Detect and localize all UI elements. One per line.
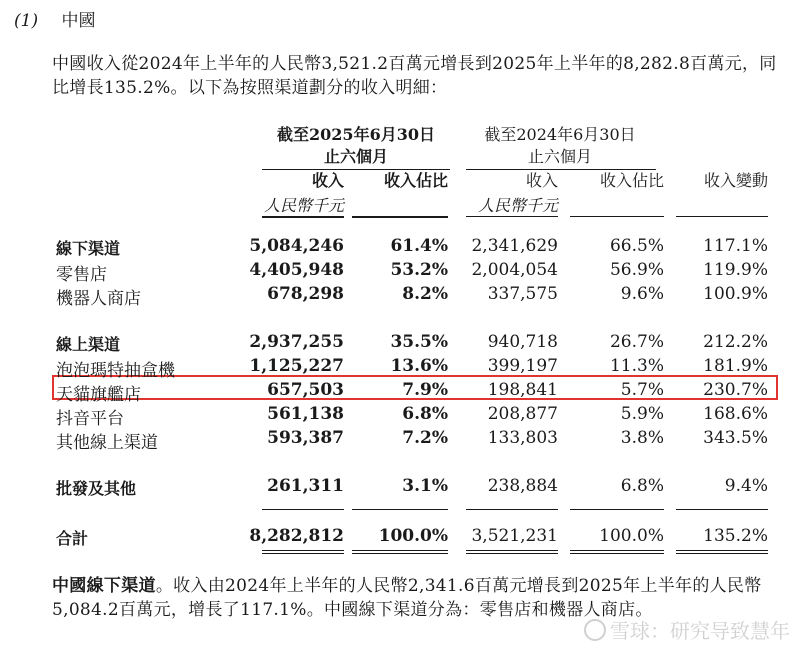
section-heading bbox=[14, 6, 96, 31]
cell-revenue-2024: 399,197 bbox=[487, 356, 558, 376]
cell-revenue-2024: 2,004,054 bbox=[471, 260, 558, 280]
row-label: 零售店 bbox=[56, 265, 107, 285]
cell-share-2025: 53.2% bbox=[390, 260, 448, 280]
intro-paragraph: 中國收入從2024年上半年的人民幣3,521.2百萬元增長到2025年上半年的8,282.8百萬元，同比增長135.2%。以下為按照渠道劃分的收入明細： bbox=[52, 54, 777, 98]
rule-rev2024 bbox=[466, 216, 558, 217]
snowball-logo-icon bbox=[584, 619, 606, 641]
rule-share2024 bbox=[570, 216, 664, 217]
cell-change: 117.1% bbox=[703, 236, 768, 256]
rule-above-total-share2024 bbox=[570, 509, 664, 510]
cell-revenue-2024: 337,575 bbox=[487, 284, 558, 304]
rule-above-total-rev2024 bbox=[466, 509, 558, 510]
cell-change: 9.4% bbox=[724, 476, 768, 496]
period-2024-line1: 截至2024年6月30日 bbox=[484, 125, 636, 144]
outro-text: 。收入由2024年上半年的人民幣2,341.6百萬元增長到2025年上半年的人民幣5,084.2百萬元，增長了117.1%。中國線下渠道分為：零售店和機器人商店。 bbox=[52, 576, 762, 620]
row-label: 合計 bbox=[56, 529, 89, 548]
section-title: 中國 bbox=[61, 11, 96, 31]
cell-change: 343.5% bbox=[703, 428, 768, 448]
cell-revenue-2024: 208,877 bbox=[487, 404, 558, 424]
col-share-2025: 收入佔比 bbox=[383, 171, 448, 190]
cell-revenue-2025: 8,282,812 bbox=[249, 526, 344, 546]
cell-revenue-2024: 198,841 bbox=[487, 380, 558, 400]
cell-change: 100.9% bbox=[703, 284, 768, 304]
cell-revenue-2025: 261,311 bbox=[267, 476, 344, 496]
cell-revenue-2025: 1,125,227 bbox=[249, 356, 344, 376]
rule-change bbox=[676, 216, 768, 217]
cell-share-2024: 11.3% bbox=[609, 356, 664, 376]
outro-lead: 中國線下渠道 bbox=[52, 576, 156, 596]
rule-above-total-change bbox=[676, 509, 768, 510]
total-double-rule-1 bbox=[262, 550, 344, 554]
period-2025-line1: 截至2025年6月30日 bbox=[277, 125, 435, 144]
cell-share-2024: 3.8% bbox=[620, 428, 664, 448]
unit-2025: 人民幣千元 bbox=[263, 196, 344, 215]
cell-revenue-2025: 2,937,255 bbox=[249, 332, 344, 352]
cell-revenue-2024: 2,341,629 bbox=[471, 236, 558, 256]
row-label: 線上渠道 bbox=[56, 335, 121, 354]
period-2025-line2: 止六個月 bbox=[323, 147, 388, 166]
total-double-rule-4 bbox=[570, 550, 664, 554]
cell-share-2025: 8.2% bbox=[402, 284, 448, 304]
row-label: 天貓旗艦店 bbox=[56, 385, 141, 405]
cell-share-2025: 13.6% bbox=[390, 356, 448, 376]
unit-2024: 人民幣千元 bbox=[477, 196, 558, 215]
cell-share-2025: 3.1% bbox=[402, 476, 448, 496]
cell-share-2024: 5.9% bbox=[620, 404, 664, 424]
section-number: (1) bbox=[14, 11, 39, 31]
rule-above-total-share2025 bbox=[352, 509, 448, 510]
col-revenue-2025: 收入 bbox=[311, 171, 344, 190]
row-label: 線下渠道 bbox=[56, 239, 121, 258]
cell-share-2025: 7.9% bbox=[402, 380, 448, 400]
rule-above-total-rev2025 bbox=[262, 509, 344, 510]
row-label: 泡泡瑪特抽盒機 bbox=[56, 361, 175, 381]
row-label: 抖音平台 bbox=[56, 409, 124, 429]
cell-share-2024: 100.0% bbox=[599, 526, 664, 546]
cell-share-2024: 26.7% bbox=[609, 332, 664, 352]
cell-share-2024: 6.8% bbox=[620, 476, 664, 496]
total-double-rule-3 bbox=[466, 550, 558, 554]
cell-revenue-2025: 5,084,246 bbox=[249, 236, 344, 256]
rule-share2025 bbox=[352, 216, 448, 218]
cell-revenue-2025: 593,387 bbox=[267, 428, 344, 448]
cell-change: 168.6% bbox=[703, 404, 768, 424]
cell-revenue-2025: 561,138 bbox=[267, 404, 344, 424]
cell-change: 135.2% bbox=[703, 526, 768, 546]
cell-change: 119.9% bbox=[703, 260, 768, 280]
cell-share-2024: 66.5% bbox=[609, 236, 664, 256]
cell-share-2025: 7.2% bbox=[402, 428, 448, 448]
watermark bbox=[584, 615, 790, 644]
cell-share-2025: 61.4% bbox=[390, 236, 448, 256]
cell-share-2025: 100.0% bbox=[378, 526, 448, 546]
cell-share-2024: 5.7% bbox=[620, 380, 664, 400]
cell-share-2024: 56.9% bbox=[609, 260, 664, 280]
period-2024-line2: 止六個月 bbox=[527, 147, 592, 166]
row-label: 批發及其他 bbox=[56, 479, 137, 498]
cell-revenue-2024: 238,884 bbox=[487, 476, 558, 496]
rule-rev2025 bbox=[262, 216, 344, 218]
col-share-2024: 收入佔比 bbox=[599, 171, 664, 190]
total-double-rule-5 bbox=[676, 550, 768, 554]
total-double-rule-2 bbox=[352, 550, 448, 554]
cell-change: 230.7% bbox=[703, 380, 768, 400]
cell-revenue-2025: 678,298 bbox=[267, 284, 344, 304]
cell-share-2025: 35.5% bbox=[390, 332, 448, 352]
col-revenue-2024: 收入 bbox=[525, 171, 558, 190]
col-change: 收入變動 bbox=[703, 171, 768, 190]
cell-share-2025: 6.8% bbox=[402, 404, 448, 424]
row-label: 機器人商店 bbox=[56, 289, 141, 309]
row-label: 其他線上渠道 bbox=[56, 433, 158, 453]
cell-revenue-2025: 657,503 bbox=[267, 380, 344, 400]
cell-share-2024: 9.6% bbox=[620, 284, 664, 304]
cell-change: 181.9% bbox=[703, 356, 768, 376]
watermark-text: 雪球：研究导致慧年 bbox=[610, 619, 790, 643]
cell-revenue-2025: 4,405,948 bbox=[249, 260, 344, 280]
cell-change: 212.2% bbox=[703, 332, 768, 352]
cell-revenue-2024: 133,803 bbox=[487, 428, 558, 448]
cell-revenue-2024: 940,718 bbox=[487, 332, 558, 352]
cell-revenue-2024: 3,521,231 bbox=[471, 526, 558, 546]
